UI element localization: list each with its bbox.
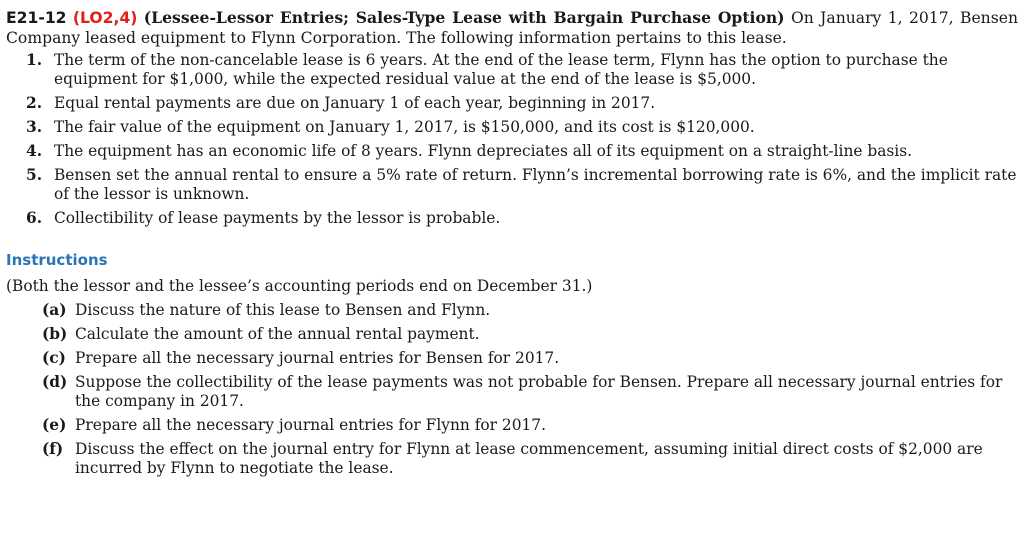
list-item [26, 166, 1018, 204]
part-text: Prepare all the necessary journal entries for Flynn for 2017. [75, 416, 546, 434]
list-item [42, 373, 1018, 411]
instructions-intro: (Both the lessor and the lessee’s accounting periods end on December 31.) [6, 277, 593, 295]
exercise-header [6, 8, 1018, 48]
item-number: 5. [26, 166, 43, 184]
list-item [26, 51, 1018, 89]
list-item [42, 325, 1018, 344]
item-text: Collectibility of lease payments by the lessor is probable. [54, 209, 501, 227]
part-label: (c) [42, 349, 66, 367]
exercise-id: E21-12 [6, 9, 67, 27]
item-text: The term of the non-cancelable lease is 6 years. At the end of the lease term, Flynn has the option to purchase the equipment for $1,000, while the expected residual value at the end of the lease is $5,000. [54, 51, 948, 88]
list-item [42, 440, 1018, 478]
item-number: 3. [26, 118, 43, 136]
item-number: 4. [26, 142, 43, 160]
item-text: Equal rental payments are due on January 1 of each year, beginning in 2017. [54, 94, 656, 112]
item-number: 6. [26, 209, 43, 227]
part-label: (b) [42, 325, 68, 343]
part-text: Discuss the effect on the journal entry for Flynn at lease commencement, assuming initial direct costs of $2,000 are incurred by Flynn to negotiate the lease. [75, 440, 983, 477]
exercise-title: (Lessee-Lessor Entries; Sales-Type Lease with Bargain Purchase Option) [143, 8, 785, 27]
part-text: Suppose the collectibility of the lease payments was not probable for Bensen. Prepare all necessary journal entries for the company in 2017. [75, 373, 1003, 410]
part-text: Discuss the nature of this lease to Bensen and Flynn. [75, 301, 491, 319]
facts-list [6, 51, 1018, 228]
item-text: The fair value of the equipment on January 1, 2017, is $150,000, and its cost is $120,000. [54, 118, 755, 136]
item-number: 2. [26, 94, 43, 112]
exercise-intro: On January 1, 2017, Bensen Company leased equipment to Flynn Corporation. The following information pertains to this lease. [6, 9, 1018, 47]
list-item [42, 416, 1018, 435]
list-item [26, 209, 1018, 228]
item-text: Bensen set the annual rental to ensure a 5% rate of return. Flynn’s incremental borrowing rate is 6%, and the implicit rate of the lessor is unknown. [54, 166, 1017, 203]
item-number: 1. [26, 51, 43, 69]
list-item [26, 118, 1018, 137]
part-label: (f) [42, 440, 64, 458]
list-item [42, 349, 1018, 368]
item-text: The equipment has an economic life of 8 years. Flynn depreciates all of its equipment on a straight-line basis. [54, 142, 912, 160]
learning-objective-ref: (LO2,4) [72, 9, 138, 27]
list-item [26, 142, 1018, 161]
part-label: (a) [42, 301, 67, 319]
part-text: Prepare all the necessary journal entries for Bensen for 2017. [75, 349, 560, 367]
instructions-heading: Instructions [6, 251, 108, 269]
list-item [42, 301, 1018, 320]
list-item [26, 94, 1018, 113]
instructions-list [6, 301, 1018, 478]
part-label: (d) [42, 373, 68, 391]
part-text: Calculate the amount of the annual rental payment. [75, 325, 480, 343]
part-label: (e) [42, 416, 67, 434]
